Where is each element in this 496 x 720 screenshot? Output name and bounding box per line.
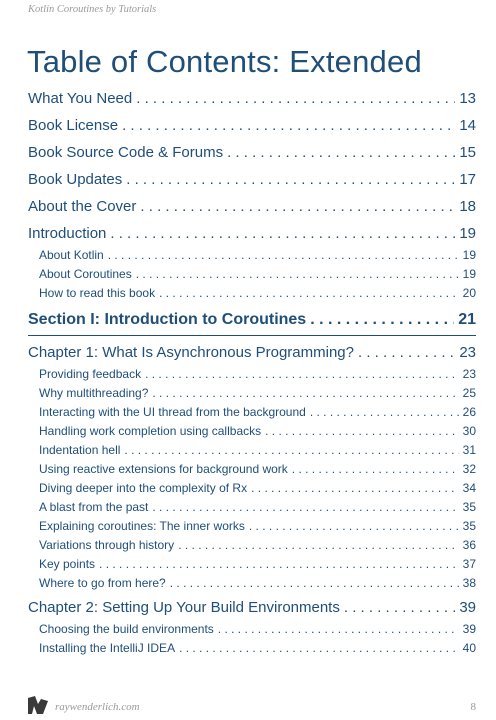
toc-entry-page: 23 [462,367,476,381]
toc-entry-page: 25 [462,386,476,400]
toc-subentry[interactable] [28,519,476,534]
toc-entry-page: 40 [462,641,476,655]
toc-entry-page: 36 [462,538,476,552]
toc-subentry[interactable] [28,576,476,591]
toc-entry-page: 19 [462,248,476,262]
toc-entry-title: A blast from the past [39,500,149,514]
toc-entry-title: About the Cover [28,198,137,215]
toc-entry-title: Introduction [28,225,107,242]
toc-chapter-entry[interactable] [28,599,476,618]
toc-leader-dots [126,171,455,188]
toc-entry-page: 30 [462,424,476,438]
toc-chapter-entry[interactable] [28,171,476,190]
raywenderlich-logo-icon [28,696,48,714]
toc-leader-dots [99,557,459,571]
toc-entry-title: Choosing the build environments [39,622,214,636]
toc-leader-dots [124,443,458,457]
toc-leader-dots [122,117,455,134]
toc-entry-page: 35 [462,519,476,533]
toc-subentry[interactable] [28,286,476,301]
toc-subentry[interactable] [28,622,476,637]
toc-leader-dots [292,462,459,476]
toc-entry-title: Using reactive extensions for background work [39,462,288,476]
toc-entry-title: How to read this book [39,286,156,300]
toc-subentry[interactable] [28,462,476,477]
toc-subentry[interactable] [28,424,476,439]
toc-leader-dots [251,481,459,495]
toc-chapter-entry[interactable] [28,117,476,136]
toc-entry-title: Indentation hell [39,443,121,457]
toc-leader-dots [310,311,454,329]
toc-entry-title: Book License [28,117,119,134]
toc-entry-page: 34 [462,481,476,495]
toc-subentry[interactable] [28,267,476,282]
toc-entry-page: 21 [458,311,476,328]
toc-subentry[interactable] [28,248,476,263]
toc-chapter-entry[interactable] [28,225,476,244]
toc-leader-dots [152,500,458,514]
footer-site: raywenderlich.com [55,701,140,713]
toc-entry-page: 17 [459,171,476,188]
toc-entry-page: 35 [462,500,476,514]
toc-entry-title: Installing the IntelliJ IDEA [39,641,176,655]
toc-subentry[interactable] [28,500,476,515]
toc-entry-page: 18 [459,198,476,215]
toc-entry-title: Explaining coroutines: The inner works [39,519,245,533]
toc-chapter-entry[interactable] [28,344,476,363]
toc-leader-dots [358,344,455,361]
toc-entry-page: 19 [462,267,476,281]
toc-leader-dots [344,599,455,616]
toc-chapter-entry[interactable] [28,144,476,163]
toc-entry-page: 39 [459,599,476,616]
toc-subentry[interactable] [28,538,476,553]
toc-entry-page: 32 [462,462,476,476]
toc-leader-dots [227,144,455,161]
toc-list [28,90,476,656]
toc-entry-title: Section I: Introduction to Coroutines [28,311,307,328]
toc-entry-title: Why multithreading? [39,386,149,400]
toc-chapter-entry[interactable] [28,90,476,109]
toc-entry-title: Book Updates [28,171,123,188]
toc-entry-title: Where to go from here? [39,576,166,590]
toc-entry-title: Interacting with the UI thread from the background [39,405,306,419]
toc-section-entry[interactable] [28,311,476,331]
toc-entry-page: 26 [462,405,476,419]
page-title: Table of Contents: Extended [27,44,422,79]
toc-leader-dots [249,519,459,533]
toc-subentry[interactable] [28,641,476,656]
toc-entry-page: 31 [462,443,476,457]
toc-entry-page: 38 [462,576,476,590]
toc-entry-title: About Kotlin [39,248,104,262]
toc-entry-page: 20 [462,286,476,300]
toc-entry-title: Diving deeper into the complexity of Rx [39,481,248,495]
toc-leader-dots [110,225,455,242]
toc-leader-dots [310,405,459,419]
toc-leader-dots [140,198,455,215]
toc-leader-dots [265,424,459,438]
toc-subentry[interactable] [28,367,476,382]
toc-entry-page: 15 [459,144,476,161]
toc-chapter-entry[interactable] [28,198,476,217]
toc-leader-dots [145,367,459,381]
toc-leader-dots [178,538,458,552]
running-header: Kotlin Coroutines by Tutorials [28,4,157,15]
toc-entry-title: Book Source Code & Forums [28,144,224,161]
toc-leader-dots [159,286,459,300]
toc-entry-title: Key points [39,557,96,571]
section-divider [28,335,476,336]
toc-leader-dots [108,248,459,262]
toc-entry-title: What You Need [28,90,133,107]
toc-entry-page: 37 [462,557,476,571]
toc-leader-dots [136,90,455,107]
page-number: 8 [470,701,476,713]
toc-entry-page: 23 [459,344,476,361]
toc-entry-title: Providing feedback [39,367,142,381]
toc-entry-title: Chapter 2: Setting Up Your Build Environments [28,599,340,616]
toc-entry-page: 19 [459,225,476,242]
toc-subentry[interactable] [28,386,476,401]
toc-subentry[interactable] [28,405,476,420]
toc-subentry[interactable] [28,481,476,496]
toc-entry-title: Handling work completion using callbacks [39,424,262,438]
toc-entry-title: Variations through history [39,538,175,552]
toc-entry-title: Chapter 1: What Is Asynchronous Programming? [28,344,354,361]
toc-leader-dots [218,622,459,636]
toc-leader-dots [170,576,459,590]
toc-entry-title: About Coroutines [39,267,132,281]
toc-subentry[interactable] [28,557,476,572]
toc-subentry[interactable] [28,443,476,458]
toc-entry-page: 13 [459,90,476,107]
toc-entry-page: 14 [459,117,476,134]
toc-leader-dots [152,386,458,400]
toc-leader-dots [179,641,459,655]
toc-leader-dots [136,267,459,281]
toc-entry-page: 39 [462,622,476,636]
